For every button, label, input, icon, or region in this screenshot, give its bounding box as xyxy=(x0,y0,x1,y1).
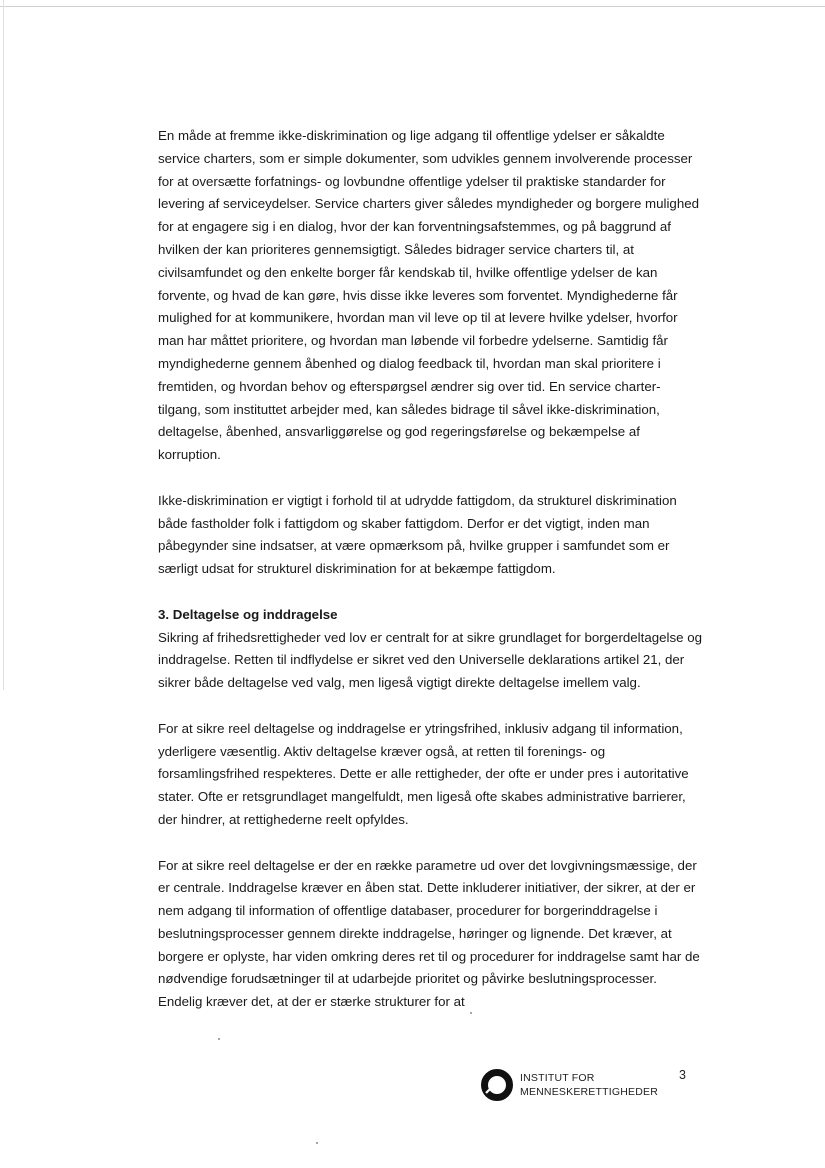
institute-name-line-1: INSTITUT FOR xyxy=(520,1072,595,1084)
paragraph-gap xyxy=(158,832,703,855)
scan-speck xyxy=(470,1012,472,1014)
scan-speck xyxy=(218,1038,220,1040)
paragraph-gap xyxy=(158,581,703,604)
paragraph-ytringsfrihed: For at sikre reel deltagelse og inddragelse er ytringsfrihed, inklusiv adgang til information, yderligere væsentlig. Aktiv deltagelse kræver også, at retten til forenings- og forsamlingsfrihed respekteres. Dette er alle rettigheder, der ofte er under pres i autoritative stater. Ofte er retsgrundlaget mangelfuldt, men ligeså ofte skabes administrative barrierer, der hindrer, at rettighederne reelt opfyldes. xyxy=(158,720,689,827)
paragraph-gap xyxy=(158,467,703,490)
paragraph-reel-deltagelse: For at sikre reel deltagelse er der en række parametre ud over det lovgivningsmæssige, der er centrale. Inddragelse kræver en åben stat. Dette inkluderer initiativer, der sikrer, at der er nem adgang til information of offentlige databaser, procedurer for borgerinddragelse i beslutningsprocesser gennem direkte inddragelse, høringer og lignende. Det kræver, at borgere er oplyste, har viden omkring deres ret til og procedurer for inddragelse samt har de nødvendige forudsætninger til at udarbejde prioritet og påvirke beslutningsprocesser. Endelig kræver det, at der er stærke strukturer for at xyxy=(158,857,700,1010)
paragraph-frihedsrettigheder: Sikring af frihedsrettigheder ved lov er centralt for at sikre grundlaget for borgerdeltagelse og inddragelse. Retten til indflydelse er sikret ved den Universelle deklarations artikel 21, der sikrer både deltagelse ved valg, men ligeså vigtigt direkte deltagelse imellem valg. xyxy=(158,629,702,691)
paragraph-gap xyxy=(158,695,703,718)
institute-logo xyxy=(480,1068,658,1102)
section-heading: 3. Deltagelse og inddragelse xyxy=(158,606,338,622)
scan-edge-line xyxy=(0,6,825,7)
institute-name-line-2: MENNESKERETTIGHEDER xyxy=(520,1086,658,1098)
institute-name xyxy=(520,1071,658,1099)
page-number: 3 xyxy=(679,1068,686,1082)
scan-edge-line xyxy=(3,0,4,690)
scan-speck xyxy=(316,1142,318,1144)
document-body xyxy=(158,125,703,1014)
paragraph-service-charters: En måde at fremme ikke-diskrimination og lige adgang til offentlige ydelser er såkaldte service charters, som er simple dokumenter, som udvikles gennem involverende processer for at oversætte forfatnings- og lovbundne offentlige ydelser til praktiske standarder for levering af serviceydelser. Service charters giver således myndigheder og borgere mulighed for at engagere sig i en dialog, hvor der kan forventningsafstemmes, og på baggrund af hvilken der kan prioriteres gennemsigtigt. Således bidrager service charters til, at civilsamfundet og den enkelte borger får kendskab til, hvilke offentlige ydelser de kan forvente, og hvad de kan gøre, hvis disse ikke leveres som forventet. Myndighederne får mulighed for at kommunikere, hvordan man vil leve op til at levere hvilke ydelser, hvorfor man har måttet prioritere, og hvordan man løbende vil forbedre ydelserne. Samtidig får myndighederne gennem åbenhed og dialog feedback til, hvordan man skal prioritere i fremtiden, og hvordan behov og efterspørgsel ændrer sig over tid. En service charter-tilgang, som instituttet arbejder med, kan således bidrage til såvel ikke-diskrimination, deltagelse, åbenhed, ansvarliggørelse og god regeringsførelse og bekæmpelse af korruption. xyxy=(158,128,700,463)
paragraph-ikke-diskrimination: Ikke-diskrimination er vigtigt i forhold til at udrydde fattigdom, da strukturel diskrimination både fastholder folk i fattigdom og skaber fattigdom. Derfor er det vigtigt, inden man påbegynder sine indsatser, at være opmærksom på, hvilke grupper i samfundet som er særligt udsat for strukturel diskrimination for at bekæmpe fattigdom. xyxy=(158,492,677,577)
institute-ring-icon xyxy=(480,1068,514,1102)
